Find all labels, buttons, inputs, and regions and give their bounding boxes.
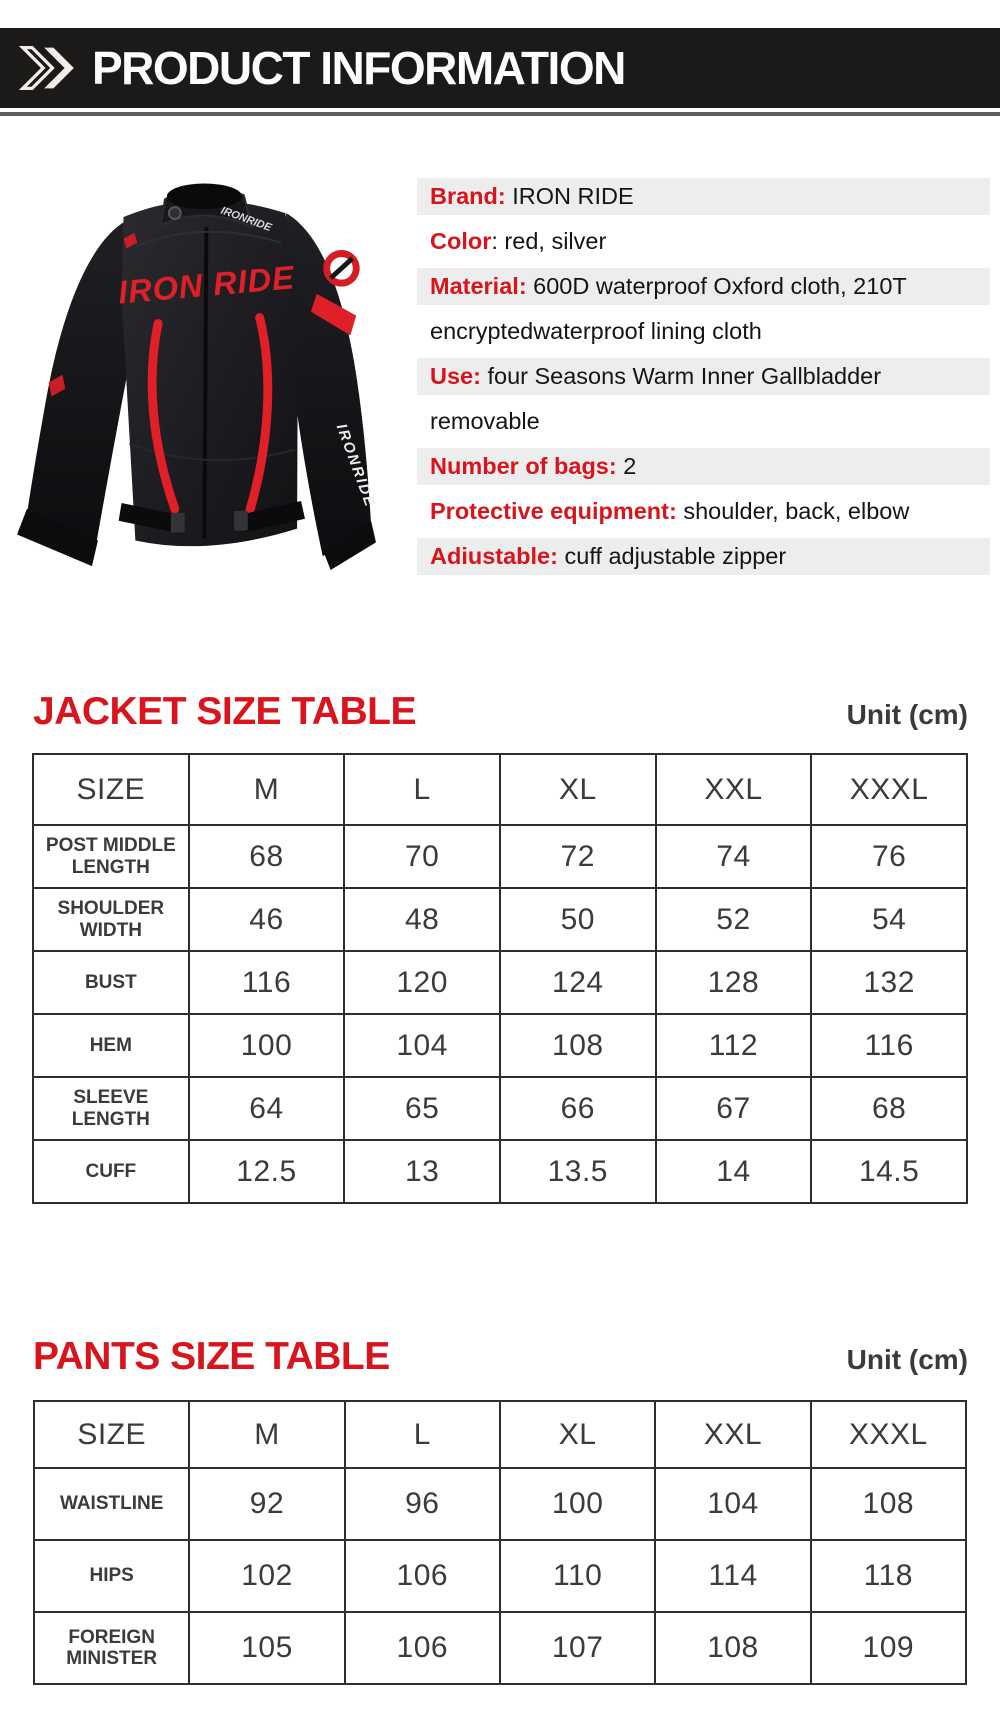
size-value: 108 — [811, 1468, 966, 1540]
size-value: 65 — [344, 1077, 500, 1140]
size-value: 109 — [811, 1612, 966, 1684]
spec-value: encryptedwaterproof lining cloth — [430, 318, 762, 344]
spec-label: Material: — [430, 273, 527, 299]
size-value: 106 — [345, 1612, 500, 1684]
column-header: XXL — [655, 1401, 810, 1468]
spec-label: Brand: — [430, 183, 506, 209]
size-value: 68 — [189, 825, 345, 888]
size-value: 72 — [500, 825, 656, 888]
header-bar — [0, 28, 1000, 108]
size-value: 66 — [500, 1077, 656, 1140]
table-row — [33, 1077, 967, 1140]
spec-value: cuff adjustable zipper — [557, 543, 787, 569]
size-value: 108 — [500, 1014, 656, 1077]
spec-line — [417, 493, 990, 530]
size-value: 68 — [811, 1077, 967, 1140]
row-label: HEM — [33, 1014, 189, 1077]
table-row — [33, 825, 967, 888]
column-header: XL — [500, 754, 656, 825]
column-header: SIZE — [33, 754, 189, 825]
spec-value: four Seasons Warm Inner Gallbladder — [480, 363, 882, 389]
spec-line — [417, 403, 990, 440]
spec-value: shoulder, back, elbow — [676, 498, 910, 524]
size-value: 102 — [189, 1540, 344, 1612]
column-header: SIZE — [34, 1401, 189, 1468]
column-header: L — [344, 754, 500, 825]
jacket-size-section-header — [33, 692, 968, 731]
table-header-row — [33, 754, 967, 825]
size-value: 52 — [656, 888, 812, 951]
table-header-row — [34, 1401, 966, 1468]
column-header: M — [189, 1401, 344, 1468]
pants-size-section-header — [33, 1337, 968, 1376]
row-label: WAISTLINE — [34, 1468, 189, 1540]
size-value: 104 — [655, 1468, 810, 1540]
page-title: PRODUCT INFORMATION — [92, 42, 625, 94]
size-value: 105 — [189, 1612, 344, 1684]
size-value: 64 — [189, 1077, 345, 1140]
spec-value: 600D waterproof Oxford cloth, 210T — [526, 273, 907, 299]
size-value: 13.5 — [500, 1140, 656, 1203]
jacket-collar-logo-text: IRONRIDE — [219, 204, 274, 235]
size-value: 120 — [344, 951, 500, 1014]
spec-value: removable — [430, 408, 540, 434]
spec-line — [417, 268, 990, 305]
row-label: POST MIDDLE LENGTH — [33, 825, 189, 888]
spec-label: Use: — [430, 363, 481, 389]
row-label: SLEEVE LENGTH — [33, 1077, 189, 1140]
size-value: 92 — [189, 1468, 344, 1540]
jacket-size-unit-label: Unit (cm) — [846, 699, 968, 731]
table-row — [34, 1540, 966, 1612]
column-header: XXXL — [811, 754, 967, 825]
pants-size-unit-label: Unit (cm) — [846, 1344, 968, 1376]
table-row — [33, 1140, 967, 1203]
spec-list — [417, 178, 990, 583]
size-value: 14.5 — [811, 1140, 967, 1203]
size-value: 67 — [656, 1077, 812, 1140]
divider-rule — [0, 112, 1000, 116]
size-value: 110 — [500, 1540, 655, 1612]
spec-label: Number of bags: — [430, 453, 617, 479]
size-value: 46 — [189, 888, 345, 951]
table-row — [33, 951, 967, 1014]
size-value: 116 — [811, 1014, 967, 1077]
spec-label: Color — [430, 228, 492, 254]
spec-line — [417, 448, 990, 485]
size-value: 74 — [656, 825, 812, 888]
size-value: 106 — [345, 1540, 500, 1612]
jacket-size-table-title: JACKET SIZE TABLE — [33, 690, 416, 733]
spec-value: : red, silver — [491, 228, 607, 254]
table-row — [34, 1612, 966, 1684]
size-value: 14 — [656, 1140, 812, 1203]
row-label: CUFF — [33, 1140, 189, 1203]
table-row — [33, 888, 967, 951]
spec-line — [417, 178, 990, 215]
spec-value: 2 — [616, 453, 637, 479]
size-value: 54 — [811, 888, 967, 951]
size-value: 48 — [344, 888, 500, 951]
size-value: 118 — [811, 1540, 966, 1612]
spec-line — [417, 223, 990, 260]
column-header: XXL — [656, 754, 812, 825]
column-header: XL — [500, 1401, 655, 1468]
size-value: 100 — [189, 1014, 345, 1077]
table-row — [34, 1468, 966, 1540]
spec-label: Adiustable: — [430, 543, 558, 569]
spec-line — [417, 313, 990, 350]
size-value: 70 — [344, 825, 500, 888]
size-value: 76 — [811, 825, 967, 888]
size-value: 104 — [344, 1014, 500, 1077]
table-row — [33, 1014, 967, 1077]
jacket-sleeve-logo-text: IRONRIDE — [332, 421, 378, 511]
column-header: XXXL — [811, 1401, 966, 1468]
size-value: 107 — [500, 1612, 655, 1684]
spec-value: IRON RIDE — [505, 183, 634, 209]
row-label: FOREIGN MINISTER — [34, 1612, 189, 1684]
row-label: SHOULDER WIDTH — [33, 888, 189, 951]
size-value: 12.5 — [189, 1140, 345, 1203]
double-chevron-right-icon — [14, 42, 78, 94]
size-value: 124 — [500, 951, 656, 1014]
size-value: 114 — [655, 1540, 810, 1612]
size-value: 128 — [656, 951, 812, 1014]
jacket-size-table — [32, 753, 968, 1204]
jacket-product-image — [5, 148, 390, 572]
spec-line — [417, 538, 990, 575]
size-value: 13 — [344, 1140, 500, 1203]
spec-line — [417, 358, 990, 395]
column-header: M — [189, 754, 345, 825]
size-value: 108 — [655, 1612, 810, 1684]
row-label: HIPS — [34, 1540, 189, 1612]
pants-size-table — [33, 1400, 967, 1685]
size-value: 100 — [500, 1468, 655, 1540]
size-value: 50 — [500, 888, 656, 951]
size-value: 116 — [189, 951, 345, 1014]
pants-size-table-title: PANTS SIZE TABLE — [33, 1335, 390, 1378]
size-value: 112 — [656, 1014, 812, 1077]
row-label: BUST — [33, 951, 189, 1014]
column-header: L — [345, 1401, 500, 1468]
jacket-chest-logo-text: IRON RIDE — [116, 259, 297, 311]
size-value: 96 — [345, 1468, 500, 1540]
spec-label: Protective equipment: — [430, 498, 677, 524]
size-value: 132 — [811, 951, 967, 1014]
